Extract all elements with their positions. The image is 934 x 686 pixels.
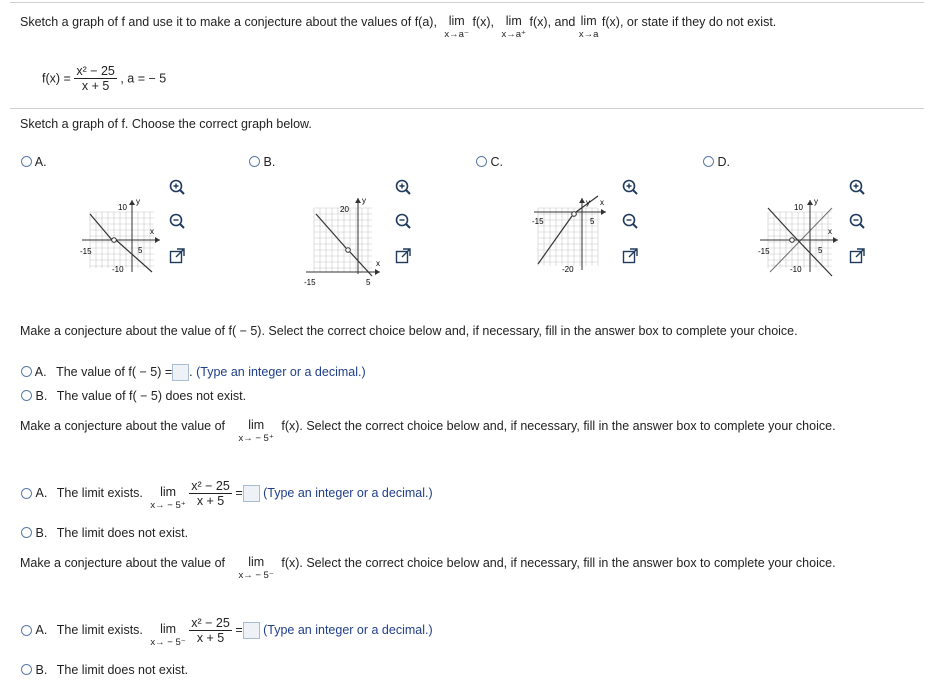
top-divider xyxy=(10,2,924,3)
tick-label: 5 xyxy=(590,217,595,226)
tick-label: 5 xyxy=(818,246,823,255)
tick-label: y xyxy=(362,196,366,205)
radio-button[interactable] xyxy=(249,156,260,167)
open-external-icon[interactable] xyxy=(621,247,639,265)
radio-button[interactable] xyxy=(703,156,714,167)
answer-input[interactable] xyxy=(172,364,189,381)
q2-option-b[interactable]: B. The limit does not exist. xyxy=(21,526,188,540)
graph-question-prompt: Sketch a graph of f. Choose the correct graph below. xyxy=(20,117,312,131)
q1-option-b[interactable]: B. The value of f( − 5) does not exist. xyxy=(21,389,246,403)
radio-button[interactable] xyxy=(21,156,32,167)
graph-option-a[interactable]: A. xyxy=(21,155,47,169)
tick-label: -15 xyxy=(80,247,92,256)
tick-label: x xyxy=(376,259,380,268)
zoom-in-icon[interactable] xyxy=(848,178,866,196)
graph-option-b[interactable]: B. xyxy=(249,155,275,169)
limit-fraction: $\frac{\text{x² − 25}}{x + 5}$ xyxy=(191,478,230,508)
zoom-in-icon[interactable] xyxy=(168,178,186,196)
tick-label: -10 xyxy=(790,265,802,274)
q3-option-b[interactable]: B. The limit does not exist. xyxy=(21,663,188,677)
lim-two-sided: lim x→a xyxy=(578,14,599,40)
tick-label: 20 xyxy=(340,205,349,214)
radio-button[interactable] xyxy=(476,156,487,167)
graph-thumbnail-b[interactable] xyxy=(296,192,396,292)
zoom-out-icon[interactable] xyxy=(848,212,866,230)
lim-right: lim x→a⁺ xyxy=(501,14,527,40)
tick-label: -15 xyxy=(758,247,770,256)
zoom-out-icon[interactable] xyxy=(168,212,186,230)
tick-label: y xyxy=(586,198,590,207)
radio-button[interactable] xyxy=(21,527,32,538)
q2-option-a[interactable]: A. The limit exists. lim x→ − 5⁺ $\frac{\text{x² − 25}}{x + 5}$ = (Type an integer or a decimal.) xyxy=(21,474,433,512)
tick-label: -20 xyxy=(562,265,574,274)
graph-thumbnail-c[interactable] xyxy=(524,192,624,278)
zoom-in-icon[interactable] xyxy=(394,178,412,196)
function-fraction: $\frac{\text{x² − 25}}{x + 5}$ xyxy=(76,64,115,93)
q3-prompt: Make a conjecture about the value of lim x→ − 5⁻ f(x). Select the correct choice below and, if necessary, fill in the answer box to complete your choice. xyxy=(20,555,836,581)
zoom-in-icon[interactable] xyxy=(621,178,639,196)
q1-prompt: Make a conjecture about the value of f( − 5). Select the correct choice below and, if necessary, fill in the answer box to complete your choice. xyxy=(20,324,798,338)
open-external-icon[interactable] xyxy=(168,247,186,265)
answer-input[interactable] xyxy=(243,485,260,502)
open-external-icon[interactable] xyxy=(848,247,866,265)
graph-thumbnail-d[interactable] xyxy=(752,192,852,278)
radio-button[interactable] xyxy=(21,625,32,636)
graph-option-c[interactable]: C. xyxy=(476,155,503,169)
radio-button[interactable] xyxy=(21,390,32,401)
graph-thumbnail-a[interactable] xyxy=(72,192,172,278)
zoom-out-icon[interactable] xyxy=(621,212,639,230)
function-definition: f(x) = $\frac{\text{x² − 25}}{x + 5}$ , a = − 5 xyxy=(42,64,167,93)
limit-fraction: $\frac{\text{x² − 25}}{x + 5}$ xyxy=(191,615,230,645)
radio-button[interactable] xyxy=(21,488,32,499)
q2-prompt: Make a conjecture about the value of lim x→ − 5⁺ f(x). Select the correct choice below and, if necessary, fill in the answer box to complete your choice. xyxy=(20,418,836,444)
radio-button[interactable] xyxy=(21,366,32,377)
tick-label: y xyxy=(814,197,818,206)
graph-option-d[interactable]: D. xyxy=(703,155,730,169)
tick-label: -10 xyxy=(112,265,124,274)
tick-label: x xyxy=(150,227,154,236)
tick-label: 10 xyxy=(794,203,803,212)
tick-label: 5 xyxy=(138,246,143,255)
q1-option-a[interactable]: A. The value of f( − 5) = . (Type an integer or a decimal.) xyxy=(21,364,366,381)
tick-label: 5 xyxy=(366,278,371,287)
answer-input[interactable] xyxy=(243,622,260,639)
tick-label: 10 xyxy=(118,203,127,212)
tick-label: x xyxy=(828,227,832,236)
problem-intro: Sketch a graph of f and use it to make a conjecture about the values of f(a), lim x→a⁻ f(x), lim x→a⁺ f(x), and lim x→a f(x), or state if they do not exist. xyxy=(20,14,777,40)
open-external-icon[interactable] xyxy=(394,247,412,265)
tick-label: y xyxy=(136,197,140,206)
section-divider xyxy=(10,108,924,109)
zoom-out-icon[interactable] xyxy=(394,212,412,230)
tick-label: x xyxy=(600,198,604,207)
q3-option-a[interactable]: A. The limit exists. lim x→ − 5⁻ $\frac{\text{x² − 25}}{x + 5}$ = (Type an integer or a decimal.) xyxy=(21,611,433,649)
tick-label: -15 xyxy=(532,217,544,226)
tick-label: -15 xyxy=(304,278,316,287)
lim-left: lim x→a⁻ xyxy=(444,14,469,40)
radio-button[interactable] xyxy=(21,664,32,675)
